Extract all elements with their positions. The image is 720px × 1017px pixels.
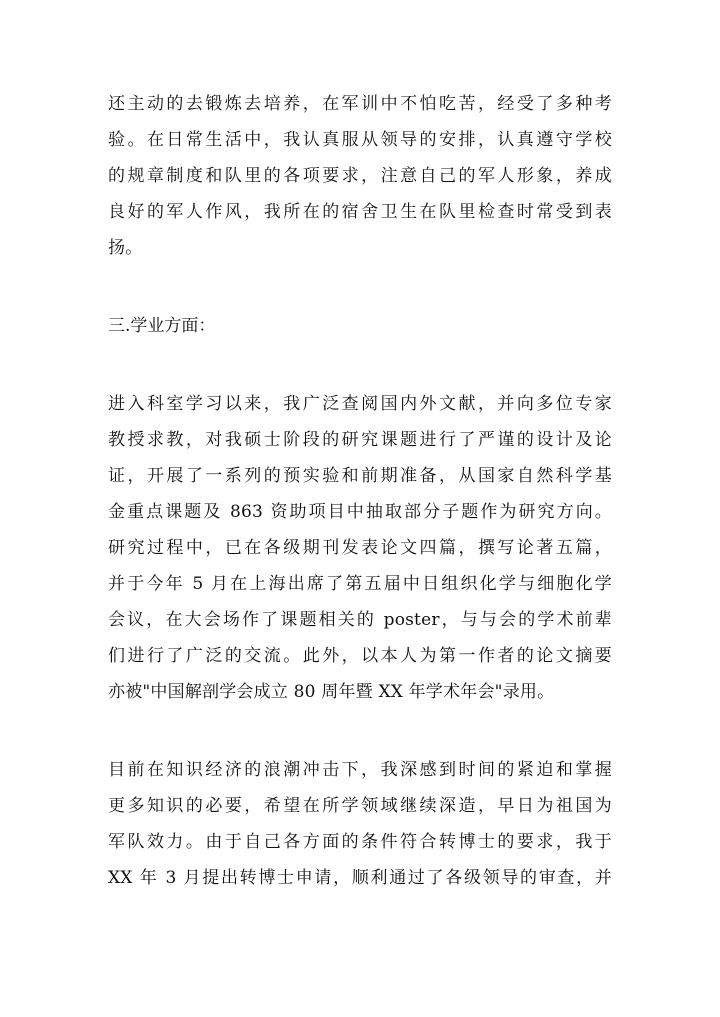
text-line: 并于今年 5 月在上海出席了第五届中日组织化学与细胞化学 [108, 574, 612, 594]
text-line: 目前在知识经济的浪潮冲击下，我深感到时间的紧迫和掌握 [108, 760, 612, 780]
text-line: 良好的军人作风，我所在的宿舍卫生在队里检查时常受到表 [108, 202, 612, 222]
text-line: 研究过程中，已在各级期刊发表论文四篇，撰写论著五篇， [108, 538, 612, 558]
paragraph-gap [108, 266, 612, 308]
paragraph-military-life [108, 86, 612, 266]
text-line: 会议，在大会场作了课题相关的 poster，与与会的学术前辈 [108, 610, 612, 630]
text-line: 们进行了广泛的交流。此外，以本人为第一作者的论文摘要 [108, 646, 612, 666]
text-line: 教授求教，对我硕士阶段的研究课题进行了严谨的设计及论 [108, 430, 612, 450]
text-line: 证，开展了一系列的预实验和前期准备，从国家自然科学基 [108, 466, 612, 486]
text-line: 的规章制度和队里的各项要求，注意自己的军人形象，养成 [108, 166, 612, 186]
text-line: 军队效力。由于自己各方面的条件符合转博士的要求，我于 [108, 832, 612, 852]
text-line: 金重点课题及 863 资助项目中抽取部分子题作为研究方向。 [108, 502, 612, 522]
text-line: 还主动的去锻炼去培养，在军训中不怕吃苦，经受了多种考 [108, 94, 612, 114]
paragraph-phd-transfer [108, 752, 612, 896]
section-heading-academics: 三.学业方面： [108, 316, 216, 336]
paragraph-gap [108, 344, 612, 386]
text-line: 验。在日常生活中，我认真服从领导的安排，认真遵守学校 [108, 130, 612, 150]
text-line: 扬。 [108, 238, 143, 258]
paragraph-research [108, 386, 612, 710]
text-line: XX 年 3 月提出转博士申请，顺利通过了各级领导的审查，并 [108, 868, 612, 888]
document-page [108, 86, 612, 896]
text-line: 进入科室学习以来，我广泛查阅国内外文献，并向多位专家 [108, 394, 612, 414]
text-line: 更多知识的必要，希望在所学领域继续深造，早日为祖国为 [108, 796, 612, 816]
paragraph-gap [108, 710, 612, 752]
text-line: 亦被"中国解剖学会成立 80 周年暨 XX 年学术年会"录用。 [108, 682, 555, 702]
